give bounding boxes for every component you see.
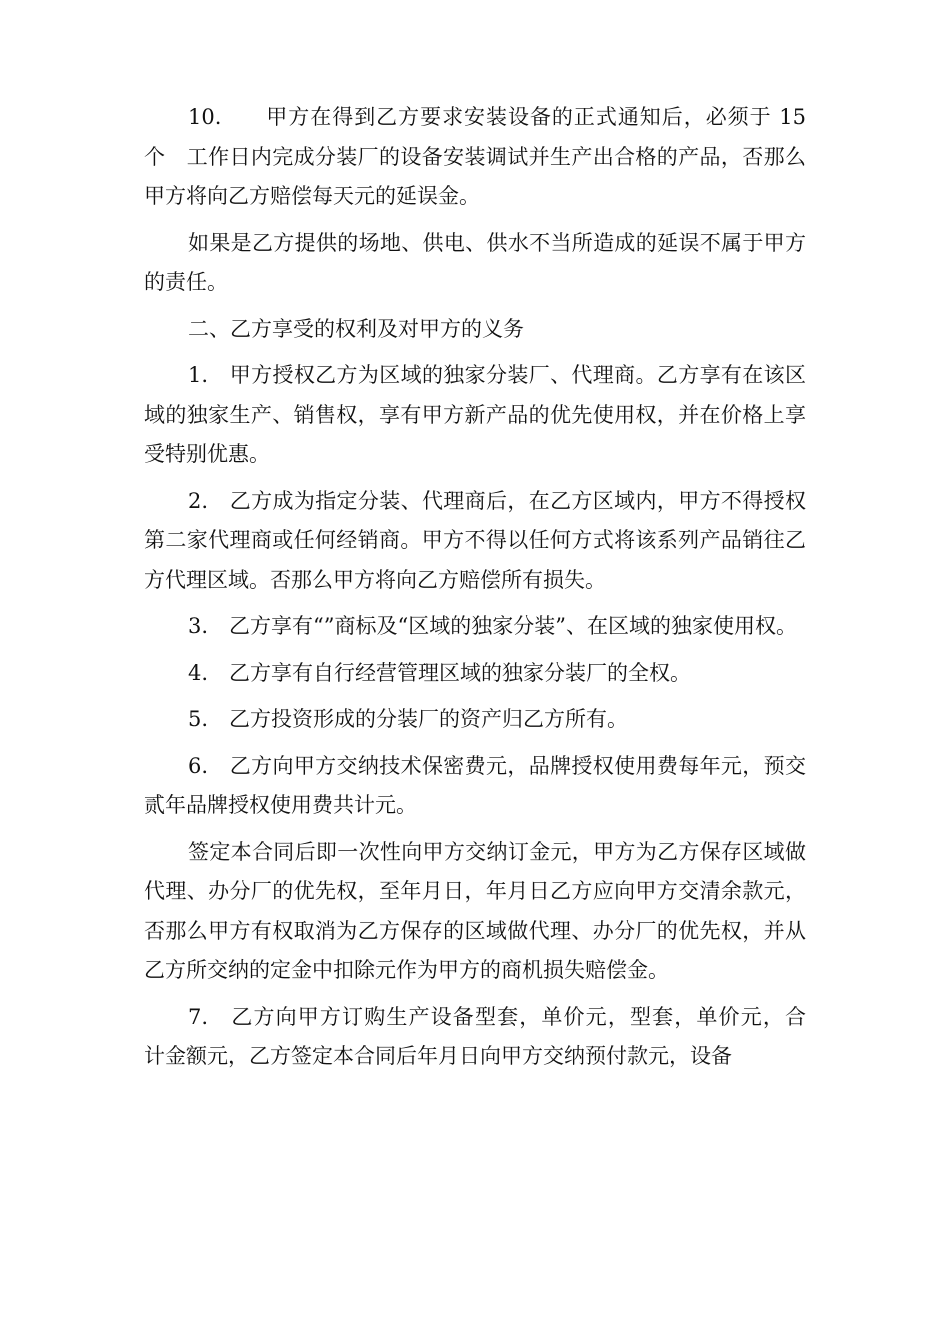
paragraph-clause-3: 3. 乙方享有“”商标及“区域的独家分装”、在区域的独家使用权。 (188, 614, 797, 638)
paragraph-clause-2: 2. 乙方成为指定分装、代理商后，在乙方区域内，甲方不得授权第二家代理商或任何经销商。甲方不得以任何方式将该系列产品销往乙方代理区域。否那么甲方将向乙方赔偿所有损失。 (144, 488, 806, 592)
paragraph-deposit: 签定本合同后即一次性向甲方交纳订金元，甲方为乙方保存区域做代理、办分厂的优先权，至年月日，年月日乙方应向甲方交清余款元，否那么甲方有权取消为乙方保存的区域做代理、办分厂的优先权，并从乙方所交纳的定金中扣除元作为甲方的商机损失赔偿金。 (144, 839, 806, 982)
paragraph-clause-5: 5. 乙方投资形成的分装厂的资产归乙方所有。 (188, 707, 629, 731)
paragraph-clause-4: 4. 乙方享有自行经营管理区域的独家分装厂的全权。 (188, 660, 692, 685)
paragraph-clause-1: 1. 甲方授权乙方为区域的独家分装厂、代理商。乙方享有在该区域的独家生产、销售权，享有甲方新产品的优先使用权，并在价格上享受特别优惠。 (144, 363, 806, 466)
paragraph-delay-exception: 如果是乙方提供的场地、供电、供水不当所造成的延误不属于甲方的责任。 (144, 230, 806, 294)
paragraph-clause-10: 10. 甲方在得到乙方要求安装设备的正式通知后，必须于 15 个 工作日内完成分装厂的设备安装调试并生产出合格的产品，否那么 甲方将向乙方赔偿每天元的延误金。 (144, 105, 827, 208)
section-heading-2: 二、乙方享受的权利及对甲方的义务 (188, 316, 524, 341)
document-body (144, 98, 827, 1084)
paragraph-clause-7: 7. 乙方向甲方订购生产设备型套，单价元，型套，单价元，合 计金额元，乙方签定本合同后年月日向甲方交纳预付款元，设备 (144, 1004, 827, 1068)
paragraph-clause-6: 6. 乙方向甲方交纳技术保密费元，品牌授权使用费每年元，预交贰年品牌授权使用费共计元。 (144, 753, 806, 817)
